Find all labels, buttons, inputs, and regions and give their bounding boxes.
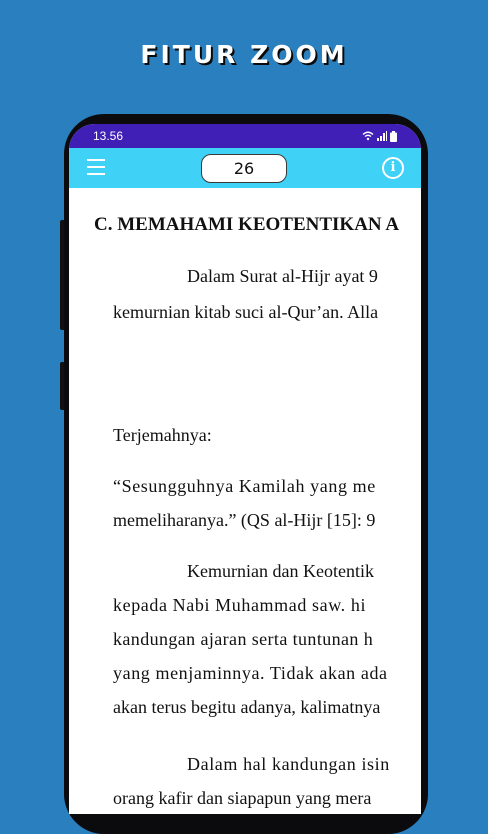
status-time: 13.56 <box>93 129 124 143</box>
hamburger-icon-bar-2 <box>87 166 105 168</box>
wifi-icon <box>362 131 374 141</box>
hamburger-icon-bar-1 <box>87 159 105 161</box>
battery-icon <box>390 131 397 142</box>
phone-screen <box>69 124 421 814</box>
text-line: akan terus begitu adanya, kalimatnya <box>113 697 381 717</box>
text-line: kemurnian kitab suci al-Qur’an. Alla <box>113 302 379 322</box>
text-line: Dalam Surat al-Hijr ayat 9 <box>187 266 378 286</box>
text-line: kandungan ajaran serta tuntunan h <box>113 629 374 649</box>
status-bar <box>69 124 421 148</box>
section-heading: C. MEMAHAMI KEOTENTIKAN A <box>94 214 400 235</box>
page-number-input[interactable]: 26 <box>201 154 287 183</box>
text-line: orang kafir dan siapapun yang mera <box>113 788 372 808</box>
toolbar <box>69 148 421 188</box>
menu-button[interactable] <box>87 159 105 177</box>
signal-icon <box>377 131 387 141</box>
text-line: Kemurnian dan Keotentik <box>187 561 374 581</box>
banner-title: FITUR ZOOM <box>140 40 348 69</box>
text-line: “Sesungguhnya Kamilah yang me <box>113 476 376 496</box>
text-line: kepada Nabi Muhammad saw. hi <box>113 595 367 615</box>
status-icons <box>362 131 397 142</box>
hamburger-icon-bar-3 <box>87 173 105 175</box>
text-line: memeliharanya.” (QS al-Hijr [15]: 9 <box>113 510 376 530</box>
text-line: Dalam hal kandungan isin <box>187 754 390 774</box>
text-line: yang menjaminnya. Tidak akan ada <box>113 663 388 683</box>
info-icon[interactable]: i <box>382 157 404 179</box>
text-line: Terjemahnya: <box>113 425 212 445</box>
